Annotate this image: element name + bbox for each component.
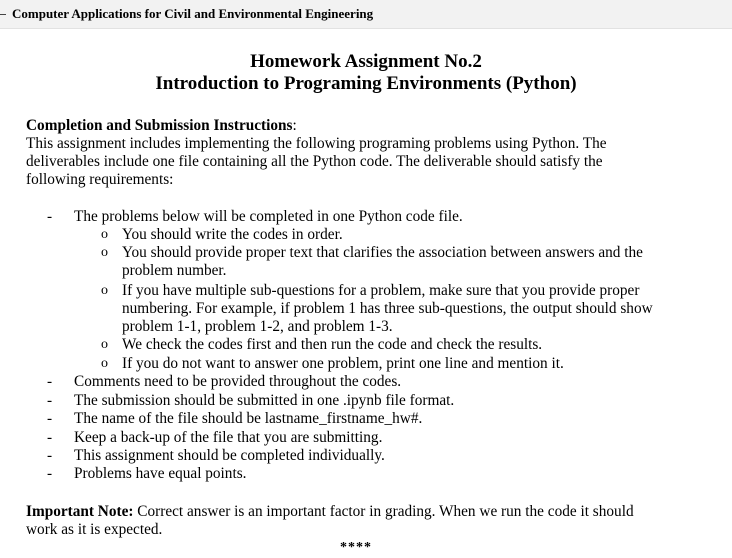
bullet-dash: -: [47, 429, 53, 446]
assignment-title: Homework Assignment No.2: [250, 51, 482, 72]
note-label: Important Note:: [26, 503, 134, 520]
bullet-dash: -: [47, 373, 53, 390]
sub-requirement-item: [122, 336, 702, 354]
sub-bullet: o: [101, 337, 108, 352]
sub-bullet: o: [101, 283, 108, 298]
instructions-intro: [26, 135, 716, 189]
sub-requirement-line: numbering. For example, if problem 1 has three sub-questions, the output should show: [122, 300, 653, 317]
sub-requirement-line: If you do not want to answer one problem, print one line and mention it.: [122, 355, 564, 372]
sub-requirement-item: [122, 244, 702, 280]
note-text: Correct answer is an important factor in grading. When we run the code it should: [133, 503, 634, 520]
important-note: [26, 503, 716, 539]
intro-line: deliverables include one file containing all the Python code. The deliverable should satisfy the: [26, 153, 603, 170]
requirement-item: This assignment should be completed individually.: [74, 447, 385, 464]
sub-requirement-line: If you have multiple sub-questions for a problem, make sure that you provide proper: [122, 282, 640, 299]
sub-requirement-line: problem number.: [122, 262, 227, 279]
requirement-item: Comments need to be provided throughout the codes.: [74, 373, 402, 390]
section-divider: ****: [340, 540, 372, 555]
instructions-heading-colon: :: [292, 117, 297, 134]
header-dash: [0, 14, 6, 15]
sub-requirement-item: [122, 282, 702, 336]
sub-bullet: o: [101, 356, 108, 371]
intro-line: This assignment includes implementing the following programing problems using Python. The: [26, 135, 607, 152]
sub-requirement-line: You should provide proper text that clarifies the association between answers and the: [122, 244, 643, 261]
sub-bullet: o: [101, 227, 108, 242]
sub-requirement-line: We check the codes first and then run the code and check the results.: [122, 336, 543, 353]
requirement-item: The name of the file should be lastname_firstname_hw#.: [74, 410, 423, 427]
sub-requirement-item: [122, 355, 702, 373]
requirement-item: Keep a back-up of the file that you are submitting.: [74, 429, 383, 446]
requirement-item: The problems below will be completed in one Python code file.: [74, 208, 463, 225]
header-bar: [0, 0, 732, 29]
sub-requirement-line: You should write the codes in order.: [122, 226, 343, 243]
sub-bullet: o: [101, 245, 108, 260]
note-line: work as it is expected.: [26, 521, 163, 538]
instructions-heading: Completion and Submission Instructions: [26, 117, 293, 134]
sub-requirement-line: problem 1-1, problem 1-2, and problem 1-3.: [122, 318, 393, 335]
bullet-dash: -: [47, 447, 53, 464]
bullet-dash: -: [47, 410, 53, 427]
bullet-dash: -: [47, 392, 53, 409]
assignment-subtitle: Introduction to Programing Environments (Python): [155, 73, 577, 94]
course-title: Computer Applications for Civil and Environmental Engineering: [12, 6, 374, 21]
note-line: [26, 503, 716, 521]
bullet-dash: -: [47, 208, 53, 225]
bullet-dash: -: [47, 465, 53, 482]
intro-line: following requirements:: [26, 171, 174, 188]
sub-requirement-item: [122, 226, 702, 244]
requirement-item: The submission should be submitted in one .ipynb file format.: [74, 392, 455, 409]
requirement-item: Problems have equal points.: [74, 465, 247, 482]
instructions-heading-row: [26, 117, 716, 135]
